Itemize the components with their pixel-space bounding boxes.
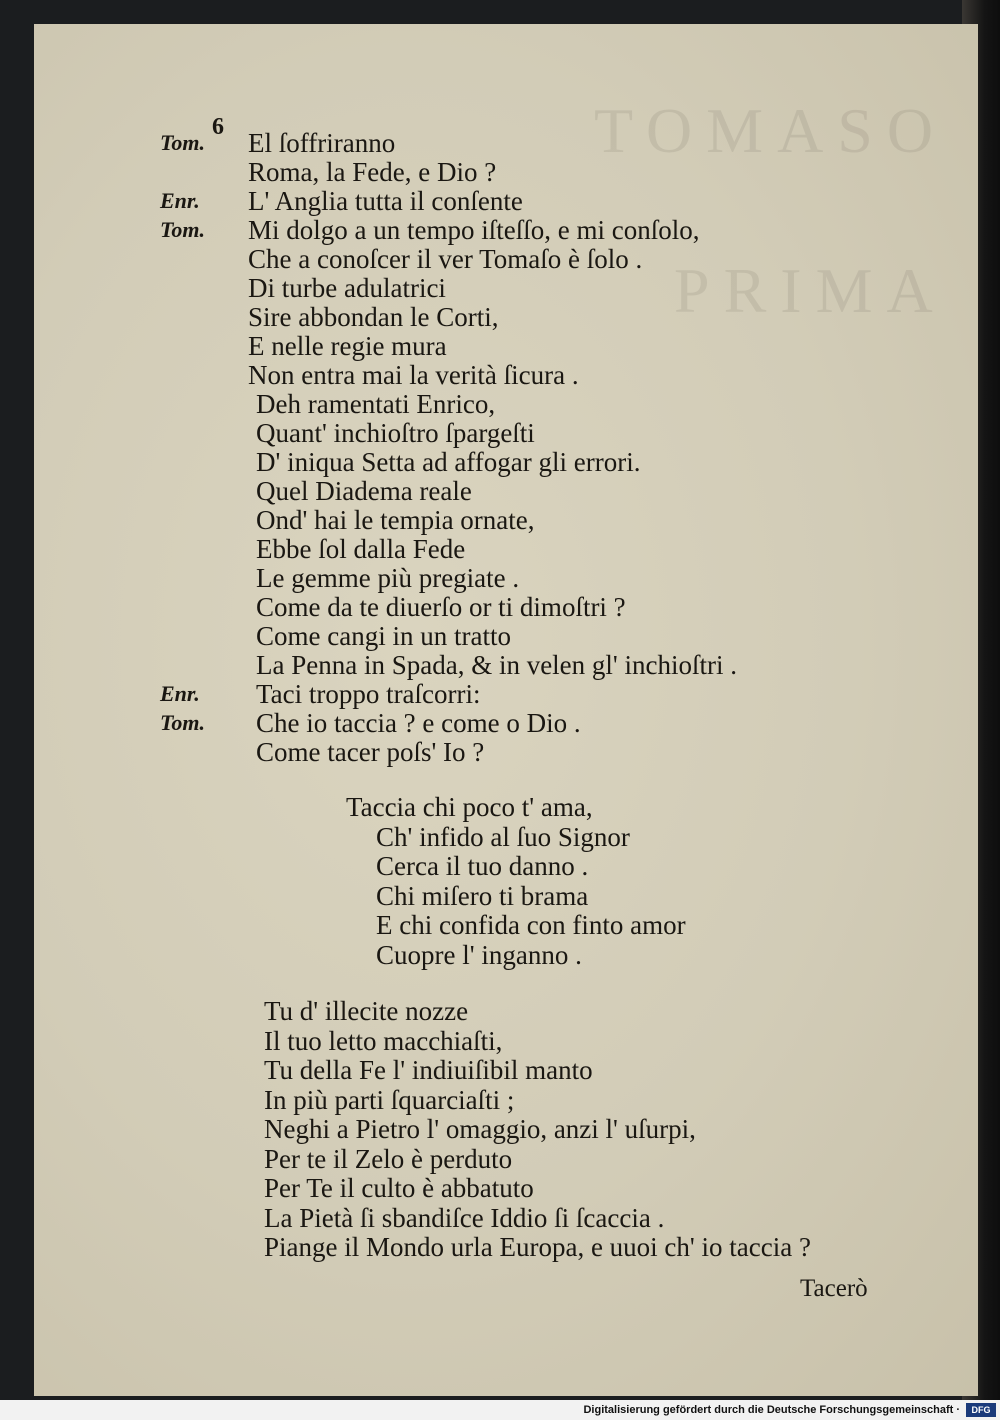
show-through-text: PRIMA <box>674 255 947 326</box>
verse-text: Le gemme più pregiate . <box>256 563 520 593</box>
recitative-line: Il tuo letto macchiaſti, <box>264 1025 503 1056</box>
verse-text: Ond' hai le tempia ornate, <box>256 505 535 535</box>
verse-text: Che io taccia ? e come o Dio . <box>256 708 581 738</box>
verse-text: Come cangi in un tratto <box>256 621 511 651</box>
digitization-footer <box>0 1400 1000 1420</box>
aria-line: Chi miſero ti brama <box>376 880 589 911</box>
aria-line: Ch' infido al ſuo Signor <box>376 821 630 852</box>
recitative-line: Piange il Mondo urla Europa, e uuoi ch' io taccia ? <box>264 1232 811 1262</box>
dfg-logo: DFG <box>966 1403 996 1417</box>
recitative-line: Tu d' illecite nozze <box>264 996 469 1026</box>
book-page <box>34 24 978 1396</box>
verse-text: Quant' inchioſtro ſpargeſti <box>256 418 535 448</box>
verse-text: Sire abbondan le Corti, <box>248 302 499 332</box>
verse-text: L' Anglia tutta il conſente <box>248 186 523 216</box>
verse-text: D' iniqua Setta ad affogar gli errori. <box>256 447 641 477</box>
verse-text: Ebbe ſol dalla Fede <box>256 534 466 564</box>
aria-line: E chi confida con finto amor <box>376 910 686 940</box>
speaker-label: Enr. <box>160 681 200 706</box>
speaker-label: Tom. <box>160 710 206 735</box>
verse-text: Come tacer poſs' Io ? <box>256 737 485 767</box>
verse-text: Di turbe adulatrici <box>248 273 446 303</box>
verse-text: Mi dolgo a un tempo iſteſſo, e mi conſolo, <box>248 215 700 245</box>
recitative-line: La Pietà ſi sbandiſce Iddio ſi ſcaccia . <box>264 1202 665 1233</box>
recitative-line: Neghi a Pietro l' omaggio, anzi l' uſurpi, <box>264 1114 696 1144</box>
show-through-text: TOMASO <box>594 95 948 166</box>
aria-line: Taccia chi poco t' ama, <box>346 792 593 822</box>
aria-line: Cerca il tuo danno . <box>376 851 589 881</box>
speaker-label: Enr. <box>160 188 200 213</box>
verse-text: La Penna in Spada, & in velen gl' inchioſtri . <box>256 650 738 680</box>
verse-text: Taci troppo traſcorri: <box>256 679 481 709</box>
verse-text: Come da te diuerſo or ti dimoſtri ? <box>256 592 626 622</box>
verse-text: Quel Diadema reale <box>256 476 472 506</box>
recitative-line: Tu della Fe l' indiuiſibil manto <box>264 1055 593 1085</box>
verse-text: El ſoffriranno <box>248 128 396 158</box>
footer-credit: Digitalisierung gefördert durch die Deutsche Forschungsgemeinschaft · <box>583 1404 960 1416</box>
speaker-label: Tom. <box>160 217 206 242</box>
recitative-line: Per Te il culto è abbatuto <box>264 1173 534 1203</box>
recitative-line: In più parti ſquarciaſti ; <box>264 1084 515 1115</box>
verse-text: Non entra mai la verità ſicura . <box>248 360 579 390</box>
recitative-line: Per te il Zelo è perduto <box>264 1143 513 1174</box>
catchword: Tacerò <box>800 1275 868 1302</box>
verse-text: Roma, la Fede, e Dio ? <box>248 157 497 187</box>
verse-text: E nelle regie mura <box>248 331 447 361</box>
aria-line: Cuopre l' inganno . <box>376 939 582 970</box>
speaker-label: Tom. <box>160 130 206 155</box>
verse-text: Deh ramentati Enrico, <box>256 389 496 419</box>
page-number: 6 <box>212 114 224 140</box>
verse-text: Che a conoſcer il ver Tomaſo è ſolo . <box>248 244 643 274</box>
